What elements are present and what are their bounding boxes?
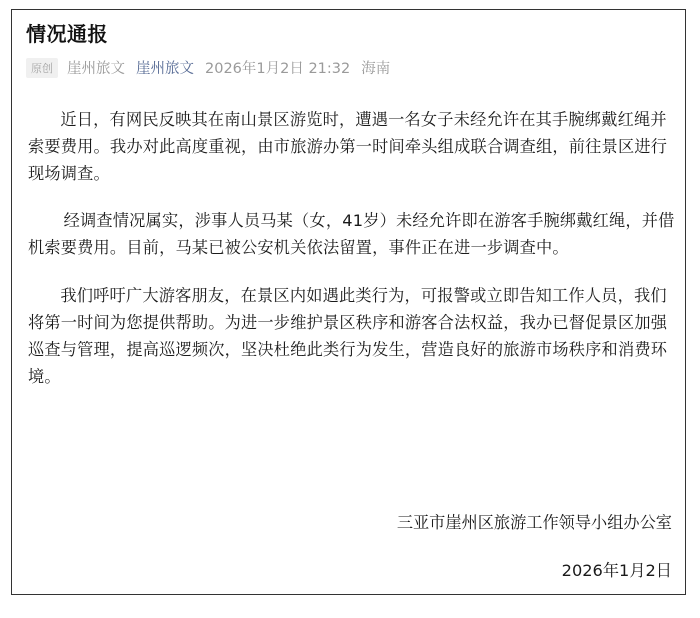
signature-date: 2026年1月2日 <box>561 561 672 580</box>
publish-location: 海南 <box>361 61 391 77</box>
body-paragraph: 经调查情况属实，涉事人员马某（女，41岁）未经允许即在游客手腕绑戴红绳，并借机索要费用。目前，马某已被公安机关依法留置，事件正在进一步调查中。 <box>28 211 675 257</box>
author-name: 崖州旅文 <box>67 61 125 77</box>
body-paragraph: 我们呼吁广大游客朋友，在景区内如遇此类行为，可报警或立即告知工作人员，我们将第一时间为您提供帮助。为进一步维护景区秩序和游客合法权益，我办已督促景区加强巡查与管理，提高巡逻频次，坚决杜绝此类行为发生，营造良好的旅游市场秩序和消费环境。 <box>28 286 668 386</box>
signature-organization: 三亚市崖州区旅游工作领导小组办公室 <box>396 513 672 532</box>
body-paragraph: 近日，有网民反映其在南山景区游览时，遭遇一名女子未经允许在其手腕绑戴红绳并索要费用。我办对此高度重视，由市旅游办第一时间牵头组成联合调查组，前往景区进行现场调查。 <box>28 110 668 183</box>
account-link[interactable]: 崖州旅文 <box>136 61 194 77</box>
article-meta <box>26 57 390 78</box>
article-title: 情况通报 <box>26 22 108 46</box>
original-badge: 原创 <box>26 58 58 78</box>
publish-datetime: 2026年1月2日 21:32 <box>205 61 351 77</box>
